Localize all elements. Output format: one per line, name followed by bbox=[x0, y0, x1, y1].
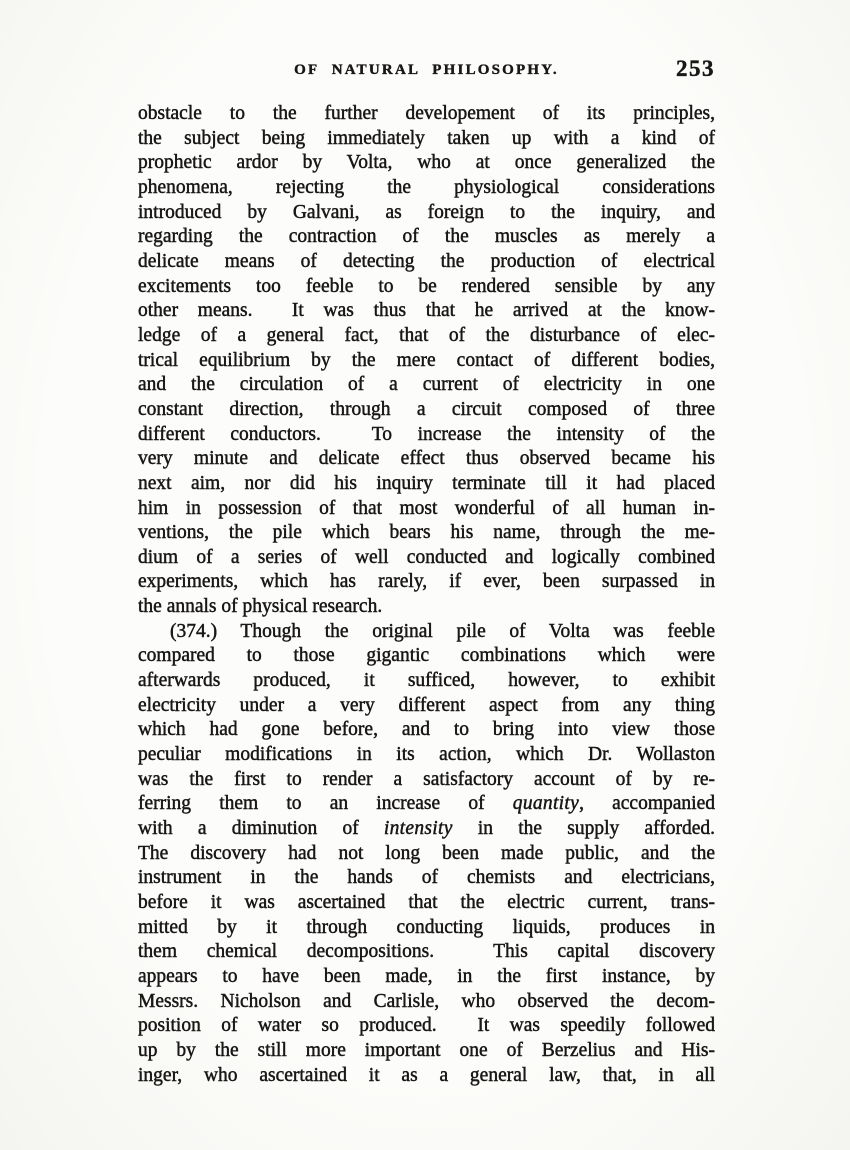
text-line: inger, who ascertained it as a general law, that, in all bbox=[138, 1064, 715, 1086]
text-line: mitted by it through conducting liquids, produces in bbox=[138, 916, 715, 938]
text-line: obstacle to the further developement of its principles, bbox=[138, 103, 715, 124]
text-line: position of water so produced. It was speedily followed bbox=[138, 1015, 715, 1037]
text-line: prophetic ardor by Volta, who at once generalized the bbox=[138, 152, 715, 174]
text-line: regarding the contraction of the muscles as merely a bbox=[138, 226, 715, 248]
text-line: very minute and delicate effect thus observed became his bbox=[138, 448, 715, 470]
text-line: phenomena, rejecting the physiological considerations bbox=[138, 176, 715, 198]
text-line: him in possession of that most wonderful of all human in- bbox=[138, 497, 715, 519]
text-line: The discovery had not long been made public, and the bbox=[138, 842, 715, 864]
text-line: electricity under a very different aspect from any thing bbox=[138, 694, 715, 716]
text-line: constant direction, through a circuit composed of three bbox=[138, 398, 715, 420]
running-title: OF NATURAL PHILOSOPHY. bbox=[294, 62, 559, 78]
text-line: and the circulation of a current of electricity in one bbox=[138, 374, 715, 396]
page-number: 253 bbox=[676, 56, 715, 81]
page-header bbox=[138, 56, 715, 90]
text-line: appears to have been made, in the first instance, by bbox=[138, 965, 715, 987]
page-text bbox=[138, 102, 715, 1088]
text-line: ferring them to an increase of quantity, accompanied bbox=[138, 793, 715, 815]
text-line: different conductors. To increase the intensity of the bbox=[138, 423, 715, 445]
text-line: Messrs. Nicholson and Carlisle, who observed the decom- bbox=[138, 990, 715, 1012]
text-line: was the first to render a satisfactory account of by re- bbox=[138, 768, 715, 790]
text-line: up by the still more important one of Berzelius and His- bbox=[138, 1039, 715, 1061]
text-line: the annals of physical research. bbox=[138, 596, 383, 618]
text-line: compared to those gigantic combinations which were bbox=[138, 645, 715, 667]
text-line: dium of a series of well conducted and logically combined bbox=[138, 546, 715, 568]
text-line: other means. It was thus that he arrived at the know- bbox=[138, 300, 715, 322]
text-line: trical equilibrium by the mere contact of different bodies, bbox=[138, 349, 715, 371]
text-line: peculiar modifications in its action, which Dr. Wollaston bbox=[138, 744, 715, 766]
text-line: instrument in the hands of chemists and electricians, bbox=[138, 867, 715, 889]
text-line: delicate means of detecting the production of electrical bbox=[138, 250, 715, 272]
text-line: excitements too feeble to be rendered sensible by any bbox=[138, 275, 715, 297]
text-line: experiments, which has rarely, if ever, been surpassed in bbox=[138, 571, 715, 593]
text-line: next aim, nor did his inquiry terminate till it had placed bbox=[138, 472, 715, 494]
text-line: ledge of a general fact, that of the disturbance of elec- bbox=[138, 324, 715, 346]
text-line: them chemical decompositions. This capital discovery bbox=[138, 941, 715, 963]
text-line: ventions, the pile which bears his name, through the me- bbox=[138, 522, 715, 544]
text-line: with a diminution of intensity in the supply afforded. bbox=[138, 818, 715, 840]
text-line: before it was ascertained that the electric current, trans- bbox=[138, 892, 715, 913]
text-line: (374.) Though the original pile of Volta was feeble bbox=[170, 620, 715, 642]
text-line: the subject being immediately taken up with a kind of bbox=[138, 127, 715, 149]
text-line: afterwards produced, it sufficed, however, to exhibit bbox=[138, 670, 715, 692]
text-line: which had gone before, and to bring into view those bbox=[138, 719, 715, 741]
text-line: introduced by Galvani, as foreign to the inquiry, and bbox=[138, 201, 715, 223]
